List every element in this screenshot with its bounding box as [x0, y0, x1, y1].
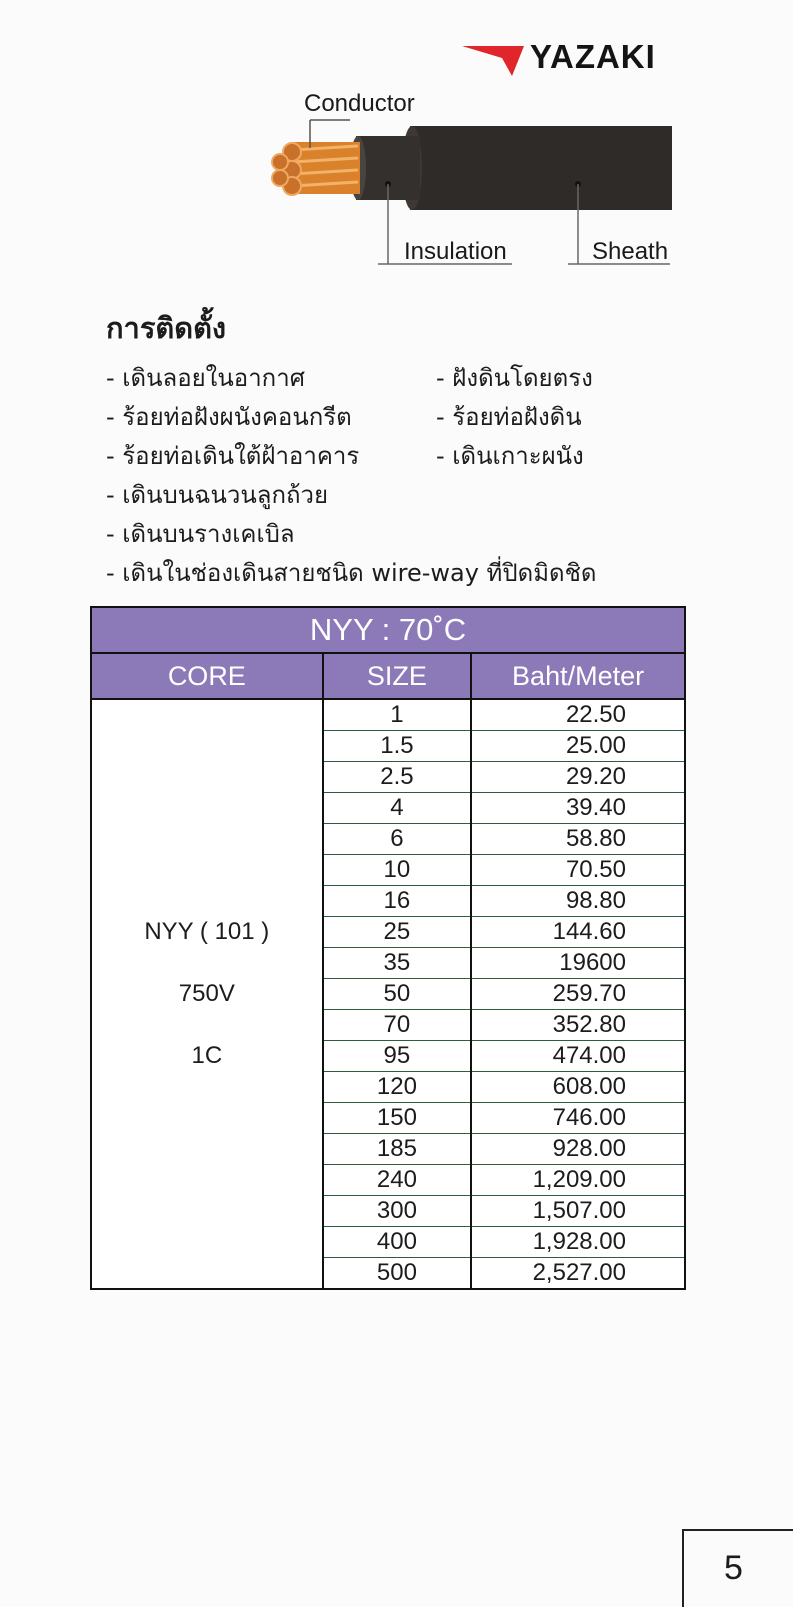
- size-cell: 400: [323, 1227, 472, 1258]
- price-cell: 1,209.00: [471, 1165, 685, 1196]
- size-cell: 300: [323, 1196, 472, 1227]
- price-cell: 22.50: [471, 699, 685, 731]
- price-cell: 144.60: [471, 917, 685, 948]
- price-cell: 608.00: [471, 1072, 685, 1103]
- price-table: [90, 606, 686, 1290]
- installation-item: - ฝังดินโดยตรง: [436, 364, 593, 392]
- price-cell: 259.70: [471, 979, 685, 1010]
- price-cell: 98.80: [471, 886, 685, 917]
- price-table-body: [91, 699, 685, 1289]
- core-model: NYY ( 101 ): [144, 918, 270, 945]
- core-voltage: 750V: [178, 980, 235, 1007]
- size-cell: 120: [323, 1072, 472, 1103]
- price-cell: 58.80: [471, 824, 685, 855]
- size-cell: 4: [323, 793, 472, 824]
- size-cell: 35: [323, 948, 472, 979]
- price-header: Baht/Meter: [471, 653, 685, 699]
- installation-item: - เดินเกาะผนัง: [436, 442, 584, 470]
- price-cell: 29.20: [471, 762, 685, 793]
- table-row: [91, 699, 685, 731]
- page-number: 5: [724, 1549, 743, 1587]
- installation-item: - ร้อยท่อเดินใต้ฝ้าอาคาร: [106, 442, 360, 470]
- price-cell: 25.00: [471, 731, 685, 762]
- size-cell: 240: [323, 1165, 472, 1196]
- size-cell: 95: [323, 1041, 472, 1072]
- size-cell: 1.5: [323, 731, 472, 762]
- sheath-label: Sheath: [592, 238, 669, 265]
- core-header: CORE: [91, 653, 323, 699]
- size-cell: 500: [323, 1258, 472, 1290]
- price-cell: 352.80: [471, 1010, 685, 1041]
- size-cell: 10: [323, 855, 472, 886]
- installation-list-right: [436, 359, 593, 476]
- size-cell: 25: [323, 917, 472, 948]
- yazaki-logo: [462, 38, 692, 82]
- installation-section: [106, 305, 596, 593]
- size-header: SIZE: [323, 653, 472, 699]
- price-cell: 39.40: [471, 793, 685, 824]
- size-cell: 1: [323, 699, 472, 731]
- page-number-box: [682, 1529, 793, 1607]
- core-cell: [91, 699, 323, 1289]
- price-cell: 1,507.00: [471, 1196, 685, 1227]
- red-wing-logo-icon: [462, 44, 524, 76]
- installation-item: - เดินบนรางเคเบิล: [106, 520, 295, 548]
- installation-title: การติดตั้ง: [106, 311, 227, 345]
- price-cell: 2,527.00: [471, 1258, 685, 1290]
- table-title: NYY : 70˚C: [91, 607, 685, 653]
- size-cell: 16: [323, 886, 472, 917]
- conductor-label: Conductor: [304, 90, 415, 117]
- size-cell: 185: [323, 1134, 472, 1165]
- brand-name: YAZAKI: [530, 38, 656, 75]
- cable-diagram: [270, 90, 700, 290]
- price-cell: 19600: [471, 948, 685, 979]
- installation-item: - เดินบนฉนวนลูกถ้วย: [106, 481, 329, 509]
- size-cell: 6: [323, 824, 472, 855]
- price-cell: 928.00: [471, 1134, 685, 1165]
- price-cell: 746.00: [471, 1103, 685, 1134]
- installation-item: - เดินลอยในอากาศ: [106, 364, 305, 392]
- installation-item: - เดินในช่องเดินสายชนิด wire-way ที่ปิดมิดชิด: [106, 559, 597, 587]
- size-cell: 50: [323, 979, 472, 1010]
- size-cell: 2.5: [323, 762, 472, 793]
- price-cell: 70.50: [471, 855, 685, 886]
- price-cell: 474.00: [471, 1041, 685, 1072]
- size-cell: 150: [323, 1103, 472, 1134]
- installation-item: - ร้อยท่อฝังดิน: [436, 403, 582, 431]
- core-count: 1C: [191, 1042, 223, 1069]
- installation-item: - ร้อยท่อฝังผนังคอนกรีต: [106, 403, 352, 431]
- insulation-label: Insulation: [404, 238, 507, 265]
- price-cell: 1,928.00: [471, 1227, 685, 1258]
- size-cell: 70: [323, 1010, 472, 1041]
